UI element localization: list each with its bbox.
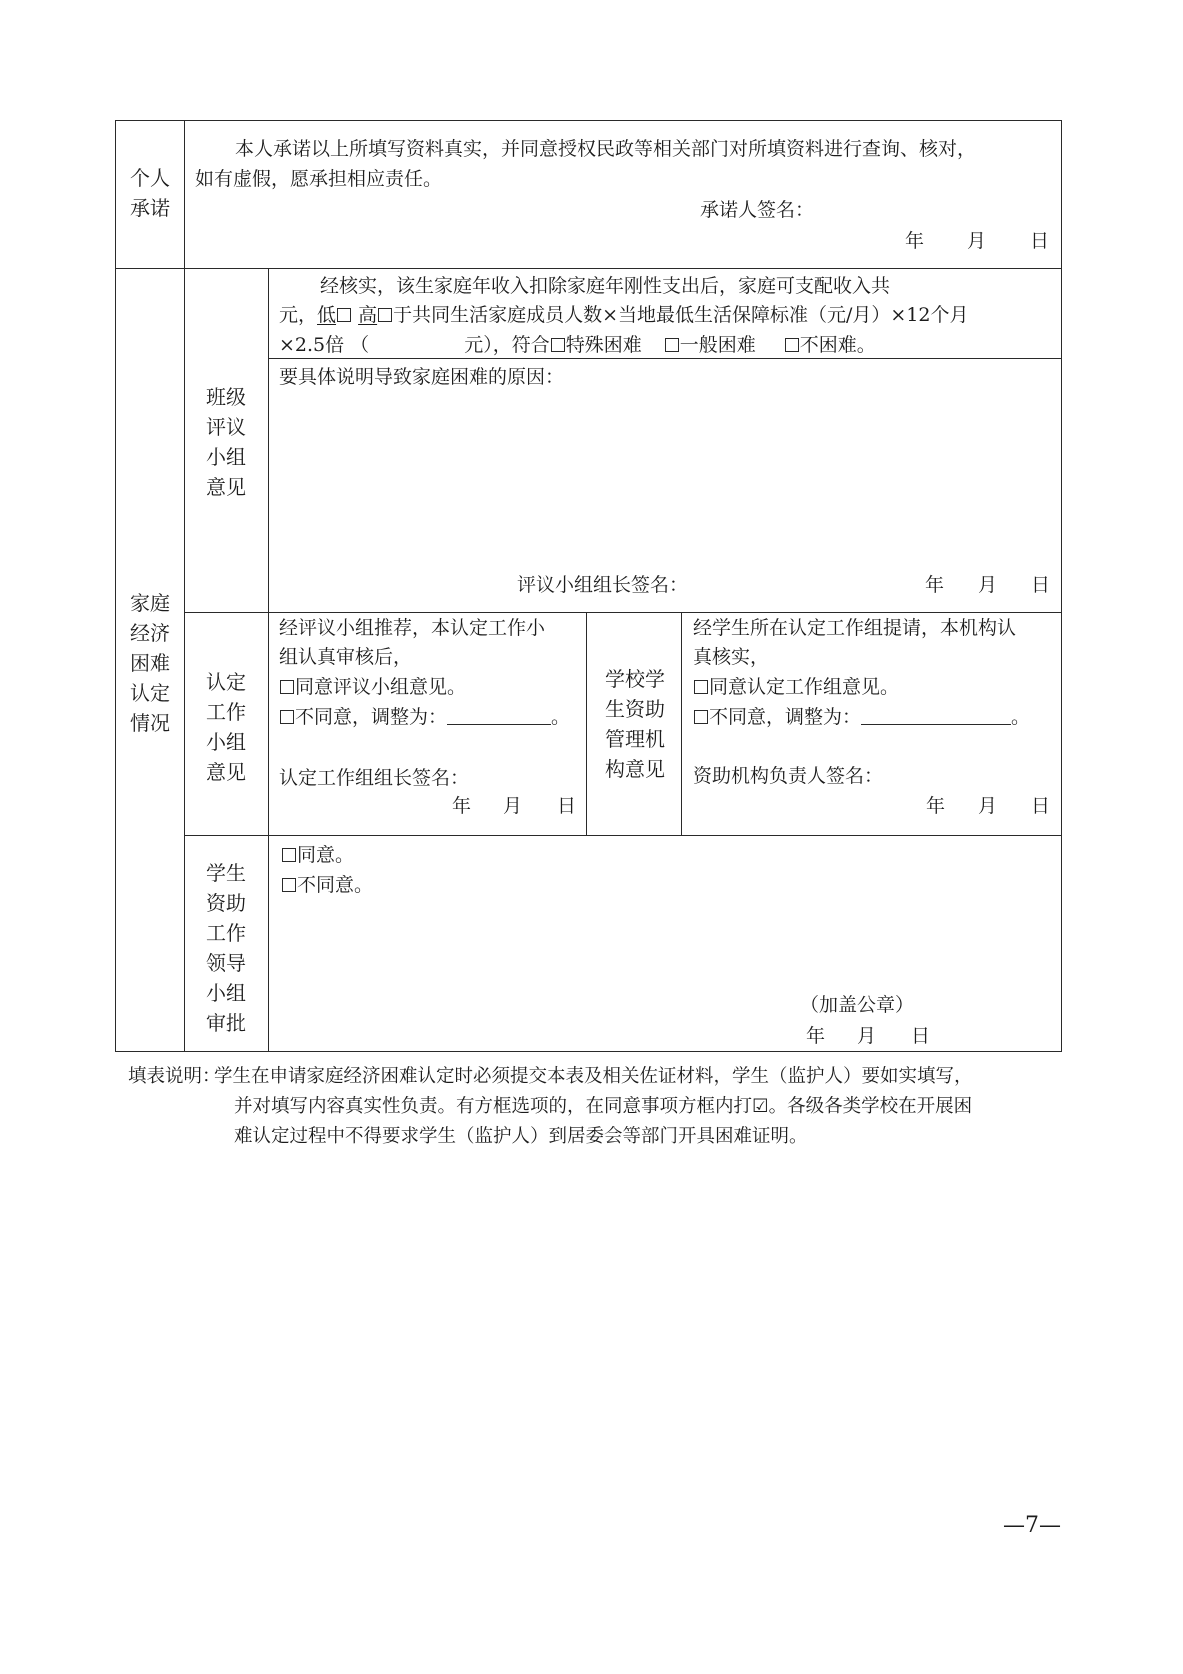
official-seal-note: （加盖公章）: [800, 994, 915, 1016]
general-checkbox[interactable]: [665, 338, 679, 352]
pledge-row-divider: [115, 268, 1062, 269]
work-date-day: 日: [557, 795, 577, 817]
school-adjust-blank[interactable]: [861, 708, 1011, 725]
table-border-top: [115, 120, 1062, 121]
school-agree-checkbox[interactable]: [694, 680, 708, 694]
income-verify-line3: ×2.5倍 （ 元），符合 特殊困难 一般困难 不困难。: [279, 334, 876, 356]
leader-date-day: 日: [911, 1025, 931, 1047]
work-agree-checkbox[interactable]: [280, 680, 294, 694]
special-checkbox[interactable]: [551, 338, 565, 352]
school-opinion-divider: [681, 612, 682, 835]
school-text-line2: 真核实，: [693, 646, 770, 668]
class-date-month: 月: [978, 574, 998, 596]
work-text-line2: 组认真审核后，: [279, 646, 413, 668]
class-income-divider: [268, 358, 1062, 359]
work-leader-divider: [184, 835, 1062, 836]
pledge-signature-label: 承诺人签名：: [700, 199, 815, 221]
income-verify-line1: 经核实，该生家庭年收入扣除家庭年刚性支出后，家庭可支配收入共: [320, 275, 891, 297]
school-agree-option: 同意认定工作组意见。: [693, 678, 899, 697]
high-checkbox[interactable]: [378, 308, 392, 322]
school-date-year: 年: [926, 795, 946, 817]
class-section-label: 班级评议小组意见: [206, 385, 246, 499]
school-office-label: 学校学生资助管理机构意见: [605, 667, 665, 781]
school-text-line1: 经学生所在认定工作组提请，本机构认: [693, 617, 1017, 639]
school-date-day: 日: [1031, 795, 1051, 817]
table-border-left: [115, 120, 116, 1052]
difficulty-reason-label: 要具体说明导致家庭困难的原因：: [279, 366, 565, 388]
work-school-divider: [586, 612, 587, 835]
notes-line2: 并对填写内容真实性负责。有方框选项的，在同意事项方框内打☑。各级各类学校在开展困: [234, 1096, 973, 1117]
work-group-label: 认定工作小组意见: [206, 670, 246, 784]
leader-date-month: 月: [857, 1025, 877, 1047]
work-adjust-blank[interactable]: [447, 708, 551, 725]
notes-line3: 难认定过程中不得要求学生（监护人）到居委会等部门开具困难证明。: [234, 1126, 808, 1147]
class-signature-label: 评议小组组长签名：: [517, 574, 689, 596]
not-difficult-checkbox[interactable]: [785, 338, 799, 352]
work-date-year: 年: [452, 795, 472, 817]
notes-line1: 学生在申请家庭经济困难认定时必须提交本表及相关佐证材料，学生（监护人）要如实填写，: [214, 1066, 973, 1087]
work-agree-option: 同意评议小组意见。: [279, 678, 466, 697]
high-option-label: 高: [358, 304, 378, 326]
low-checkbox[interactable]: [337, 308, 351, 322]
school-signature-label: 资助机构负责人签名：: [693, 765, 884, 787]
leader-agree-checkbox[interactable]: [282, 848, 296, 862]
work-date-month: 月: [503, 795, 523, 817]
col-divider-2: [268, 268, 269, 1052]
pledge-date-year: 年: [905, 230, 925, 252]
pledge-date-month: 月: [967, 230, 987, 252]
table-border-right: [1061, 120, 1062, 1052]
table-border-bottom: [115, 1051, 1062, 1052]
school-disagree-checkbox[interactable]: [694, 710, 708, 724]
work-signature-label: 认定工作组组长签名：: [279, 767, 470, 789]
low-option-label: 低: [317, 304, 337, 326]
col-divider-1: [184, 120, 185, 1052]
pledge-date-day: 日: [1030, 230, 1050, 252]
pledge-label: 个人承诺: [130, 166, 170, 220]
leader-group-label: 学生资助工作领导小组审批: [206, 861, 246, 1035]
leader-agree-option: 同意。: [281, 846, 354, 865]
work-disagree-checkbox[interactable]: [280, 710, 294, 724]
leader-disagree-checkbox[interactable]: [282, 878, 296, 892]
income-verify-line2: [279, 306, 969, 325]
notes-title: 填表说明：: [128, 1066, 221, 1087]
recognition-label: 家庭经济困难认定情况: [130, 591, 170, 735]
school-disagree-option: 不同意，调整为： 。: [693, 708, 1030, 727]
page-number: —7—: [1003, 1513, 1061, 1538]
leader-disagree-option: 不同意。: [281, 876, 373, 895]
line2-suffix: 于共同生活家庭成员人数×当地最低生活保障标准（元/月）×12个月: [393, 304, 969, 326]
work-text-line1: 经评议小组推荐，本认定工作小: [279, 617, 546, 639]
line2-prefix: 元，: [279, 304, 318, 326]
work-disagree-option: 不同意，调整为： 。: [279, 708, 570, 727]
leader-date-year: 年: [806, 1025, 826, 1047]
class-work-divider: [184, 612, 1062, 613]
pledge-text-line2: 如有虚假，愿承担相应责任。: [195, 168, 443, 190]
class-date-day: 日: [1031, 574, 1051, 596]
class-date-year: 年: [925, 574, 945, 596]
pledge-text-line1: 本人承诺以上所填写资料真实，并同意授权民政等相关部门对所填资料进行查询、核对，: [235, 138, 977, 160]
school-date-month: 月: [978, 795, 998, 817]
